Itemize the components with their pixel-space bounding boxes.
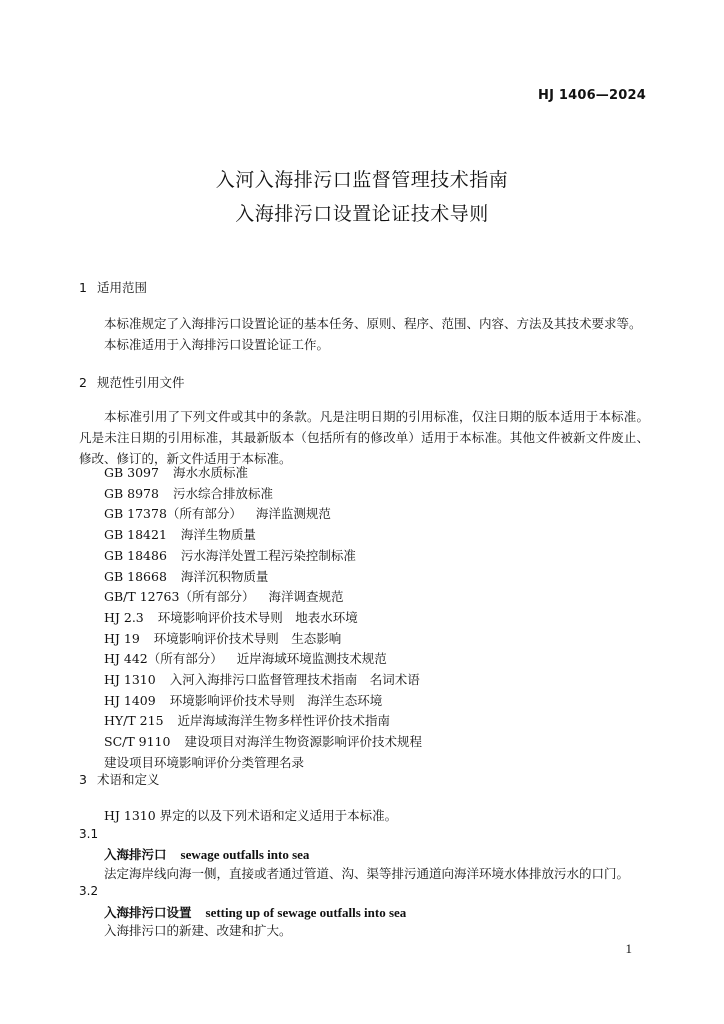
section-number: 3	[79, 772, 87, 787]
term-chinese: 入海排污口设置	[104, 905, 192, 920]
reference-item	[104, 608, 422, 629]
reference-code: GB 18486	[104, 547, 167, 563]
term-english: sewage outfalls into sea	[180, 847, 310, 862]
clause-number: 3.2	[79, 884, 99, 898]
reference-title: 海洋监测规范	[255, 506, 331, 522]
reference-title: 海洋调查规范	[268, 589, 344, 605]
page-number: 1	[625, 941, 632, 956]
reference-code: GB 8978	[104, 485, 159, 501]
reference-item	[104, 711, 422, 732]
reference-title: 海洋生物质量	[180, 527, 256, 543]
section-2-intro-text: 本标准引用了下列文件或其中的条款。凡是注明日期的引用标准，仅注日期的版本适用于本标准。凡是未注日期的引用标准，其最新版本（包括所有的修改单）适用于本标准。其他文件被新文件废止、修改、修订的，新文件适用于本标准。	[79, 409, 649, 466]
reference-code: HJ 1310	[104, 672, 156, 688]
reference-title: 污水综合排放标准	[172, 485, 273, 501]
reference-title: 海水水质标准	[172, 465, 248, 480]
reference-code: HJ 1409	[104, 692, 156, 708]
reference-code: HY/T 215	[104, 713, 164, 729]
normative-reference-list	[104, 463, 422, 774]
reference-item	[104, 484, 422, 505]
reference-item	[104, 732, 422, 753]
reference-title: 近岸海域环境监测技术规范	[236, 651, 387, 667]
section-2-heading	[79, 373, 185, 391]
reference-code: GB 3097	[104, 465, 159, 480]
reference-code: GB 17378（所有部分）	[104, 506, 242, 522]
clause-number: 3.1	[79, 827, 99, 841]
term-definition: 法定海岸线向海一侧，直接或者通过管道、沟、渠等排污通道向海洋环境水体排放污水的口门。	[104, 866, 630, 881]
reference-title: 污水海洋处置工程污染控制标准	[180, 547, 356, 563]
reference-item	[104, 691, 422, 712]
standard-code: HJ 1406—2024	[537, 88, 646, 103]
reference-code: GB/T 12763（所有部分）	[104, 589, 255, 605]
section-3-intro: HJ 1310 界定的以及下列术语和定义适用于本标准。	[104, 808, 398, 823]
reference-item	[104, 670, 422, 691]
term-heading	[104, 903, 406, 921]
section-title: 适用范围	[97, 280, 148, 295]
reference-title: 近岸海域海洋生物多样性评价技术指南	[177, 713, 391, 729]
reference-code: HJ 19	[104, 630, 140, 646]
section-1-para-2: 本标准适用于入海排污口设置论证工作。	[104, 337, 330, 352]
section-number: 2	[79, 375, 87, 390]
reference-code: GB 18421	[104, 527, 167, 543]
document-title-line1: 入河入海排污口监督管理技术指南	[215, 169, 509, 191]
reference-item	[104, 567, 422, 588]
reference-code: SC/T 9110	[104, 734, 171, 750]
reference-item	[104, 525, 422, 546]
reference-title: 建设项目环境影响评价分类管理名录	[104, 754, 305, 770]
reference-title: 环境影响评价技术导则 生态影响	[153, 630, 342, 646]
section-1-heading	[79, 278, 147, 296]
document-title-line2: 入海排污口设置论证技术导则	[235, 203, 489, 225]
reference-title: 入河入海排污口监督管理技术指南 名词术语	[169, 672, 420, 688]
reference-item	[104, 546, 422, 567]
section-title: 规范性引用文件	[97, 375, 185, 390]
term-heading	[104, 845, 309, 863]
reference-item	[104, 649, 422, 670]
reference-item	[104, 504, 422, 525]
reference-title: 环境影响评价技术导则 地表水环境	[157, 609, 358, 625]
reference-title: 海洋沉积物质量	[180, 568, 269, 584]
reference-item	[104, 587, 422, 608]
section-title: 术语和定义	[97, 772, 160, 787]
reference-code: HJ 442（所有部分）	[104, 651, 223, 667]
reference-title: 环境影响评价技术导则 海洋生态环境	[169, 692, 383, 708]
section-3-heading	[79, 770, 160, 788]
term-chinese: 入海排污口	[104, 847, 167, 862]
section-2-intro	[79, 406, 649, 469]
reference-code: GB 18668	[104, 568, 167, 584]
term-english: setting up of sewage outfalls into sea	[205, 905, 407, 920]
reference-title: 建设项目对海洋生物资源影响评价技术规程	[184, 734, 422, 750]
reference-item	[104, 629, 422, 650]
reference-code: HJ 2.3	[104, 609, 144, 625]
section-number: 1	[79, 280, 87, 295]
section-1-para-1: 本标准规定了入海排污口设置论证的基本任务、原则、程序、范围、内容、方法及其技术要求等。	[104, 316, 642, 331]
reference-item	[104, 463, 422, 484]
term-definition: 入海排污口的新建、改建和扩大。	[104, 923, 292, 938]
